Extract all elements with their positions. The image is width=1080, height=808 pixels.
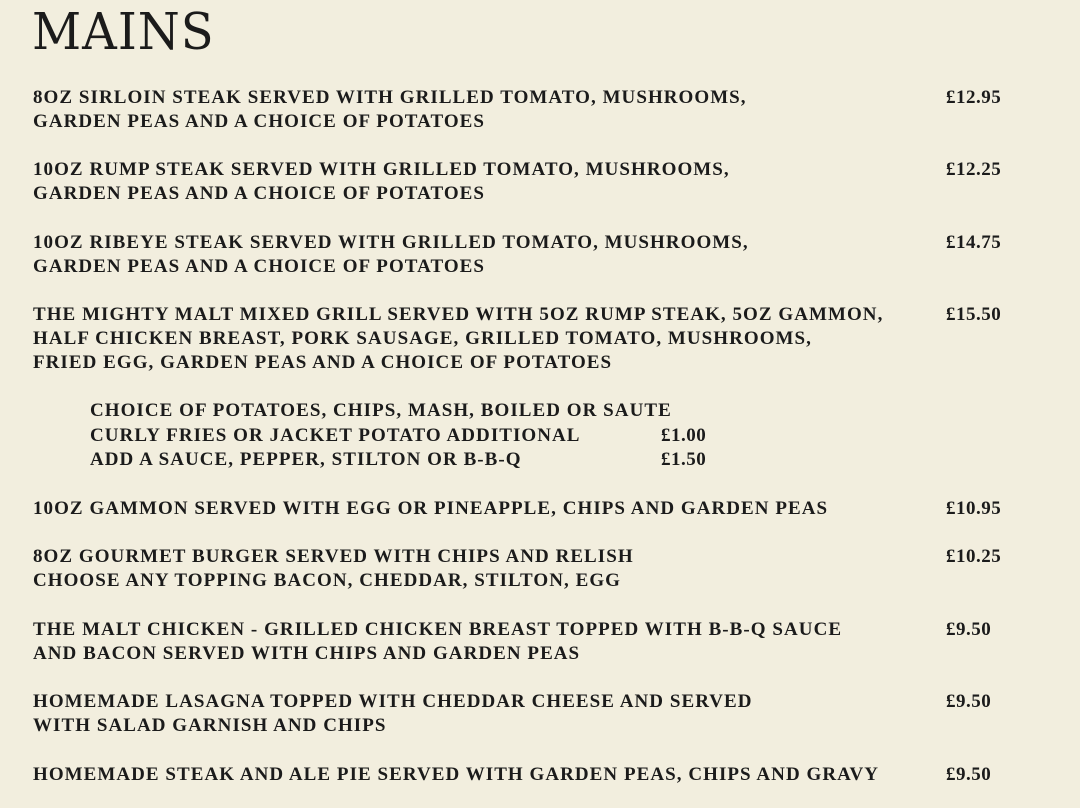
menu-item-price: £12.25 (946, 159, 1002, 180)
description-line: GARDEN PEAS AND A CHOICE OF POTATOES (33, 111, 485, 132)
menu-item-description (33, 690, 1033, 738)
menu-item-malt-chicken (33, 618, 1033, 666)
menu-item-price: £14.75 (946, 232, 1002, 253)
menu-item-price: £15.50 (946, 304, 1002, 325)
description-line: 10OZ GAMMON SERVED WITH EGG OR PINEAPPLE, CHIPS AND GARDEN PEAS (33, 498, 829, 519)
menu-item-ribeye-steak (33, 231, 1033, 279)
menu-item-price: £10.25 (946, 546, 1002, 567)
menu-item-description (33, 158, 1033, 206)
extra-text: ADD A SAUCE, PEPPER, STILTON OR B-B-Q (90, 449, 522, 470)
menu-item-description (33, 618, 1033, 666)
description-line: HALF CHICKEN BREAST, PORK SAUSAGE, GRILLED TOMATO, MUSHROOMS, (33, 328, 812, 349)
extra-price: £1.00 (661, 424, 707, 446)
description-line: THE MALT CHICKEN - GRILLED CHICKEN BREAST TOPPED WITH B-B-Q SAUCE (33, 619, 843, 640)
menu-item-lasagna (33, 690, 1033, 738)
menu-item-price: £9.50 (946, 619, 992, 640)
description-line: GARDEN PEAS AND A CHOICE OF POTATOES (33, 256, 485, 277)
menu-item-price: £10.95 (946, 498, 1002, 519)
menu-item-steak-ale-pie (33, 763, 1033, 787)
description-line: 10OZ RIBEYE STEAK SERVED WITH GRILLED TOMATO, MUSHROOMS, (33, 232, 749, 253)
menu-item-sirloin-steak (33, 86, 1033, 134)
description-line: HOMEMADE LASAGNA TOPPED WITH CHEDDAR CHEESE AND SERVED (33, 691, 753, 712)
extra-row (90, 399, 790, 424)
menu-item-price: £9.50 (946, 691, 992, 712)
menu-item-price: £9.50 (946, 764, 992, 785)
page-title: MAINS (32, 3, 215, 62)
extra-row (90, 424, 790, 449)
description-line: THE MIGHTY MALT MIXED GRILL SERVED WITH 5OZ RUMP STEAK, 5OZ GAMMON, (33, 304, 884, 325)
extra-text: CHOICE OF POTATOES, CHIPS, MASH, BOILED OR SAUTE (90, 400, 672, 421)
menu-item-price: £12.95 (946, 87, 1002, 108)
extra-text: CURLY FRIES OR JACKET POTATO ADDITIONAL (90, 424, 581, 446)
menu-item-description (33, 86, 1033, 134)
menu-item-rump-steak (33, 158, 1033, 206)
extra-price: £1.50 (661, 449, 707, 470)
menu-item-mixed-grill (33, 303, 1033, 375)
description-line: AND BACON SERVED WITH CHIPS AND GARDEN PEAS (33, 643, 581, 664)
extra-row (90, 448, 790, 473)
potato-and-sauce-extras (90, 399, 790, 473)
menu-item-gammon (33, 497, 1033, 521)
menu-item-gourmet-burger (33, 545, 1033, 593)
menu-item-description (33, 303, 1033, 375)
description-line: CHOOSE ANY TOPPING BACON, CHEDDAR, STILTON, EGG (33, 570, 621, 591)
description-line: 8OZ SIRLOIN STEAK SERVED WITH GRILLED TOMATO, MUSHROOMS, (33, 87, 747, 108)
description-line: WITH SALAD GARNISH AND CHIPS (33, 715, 387, 736)
menu-item-description (33, 763, 1033, 787)
description-line: 10OZ RUMP STEAK SERVED WITH GRILLED TOMATO, MUSHROOMS, (33, 159, 730, 180)
description-line: HOMEMADE STEAK AND ALE PIE SERVED WITH GARDEN PEAS, CHIPS AND GRAVY (33, 764, 879, 785)
description-line: 8OZ GOURMET BURGER SERVED WITH CHIPS AND RELISH (33, 546, 634, 567)
menu-item-description (33, 545, 1033, 593)
description-line: FRIED EGG, GARDEN PEAS AND A CHOICE OF POTATOES (33, 352, 613, 373)
description-line: GARDEN PEAS AND A CHOICE OF POTATOES (33, 183, 485, 204)
menu-item-description (33, 231, 1033, 279)
menu-item-description (33, 497, 1033, 521)
